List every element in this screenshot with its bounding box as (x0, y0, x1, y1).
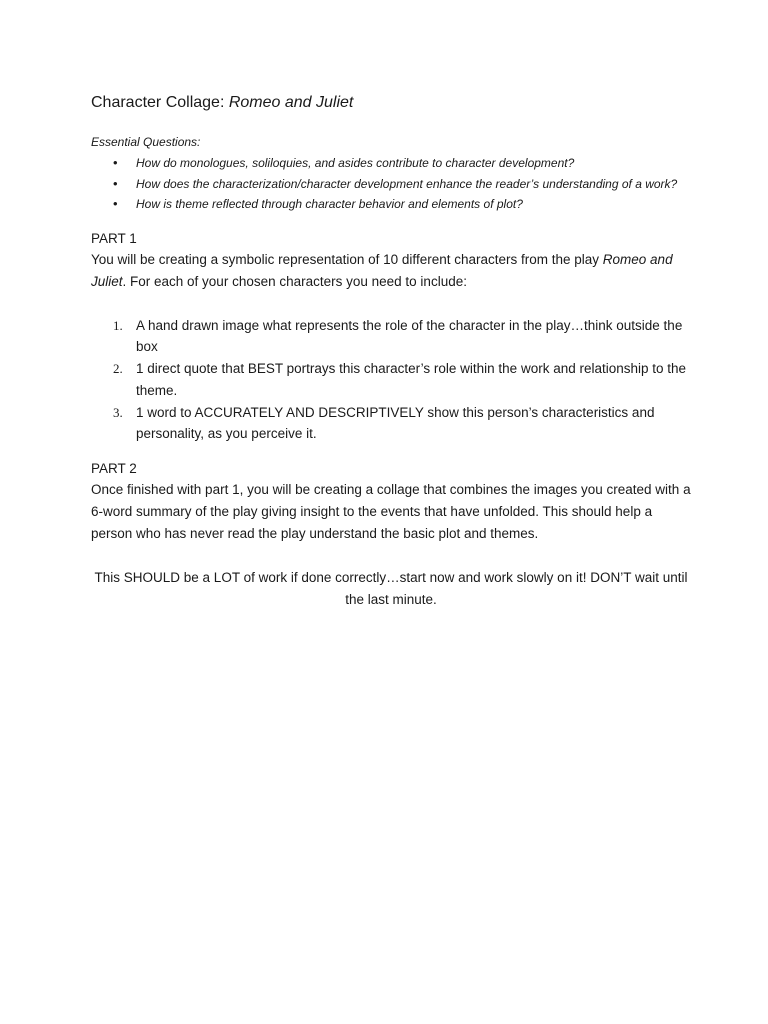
requirement-item (91, 402, 691, 446)
essential-question-item: • How is theme reflected through character behavior and elements of plot? (91, 194, 691, 215)
requirement-text: A hand drawn image what represents the role of the character in the play…think outside the box (136, 317, 683, 355)
part1-intro-before: You will be creating a symbolic representation of 10 different characters from the play (91, 251, 603, 267)
part1-heading: PART 1 (91, 230, 137, 246)
requirement-item (91, 358, 691, 402)
essential-question-item: • How do monologues, soliloquies, and asides contribute to character development? (91, 153, 691, 174)
requirement-item (91, 315, 691, 359)
document-content (91, 92, 691, 611)
document-title (91, 92, 691, 114)
requirement-text: 1 word to ACCURATELY AND DESCRIPTIVELY show this person’s characteristics and personality, as you perceive it. (136, 404, 655, 442)
part1-intro-after: . For each of your chosen characters you need to include: (122, 273, 467, 289)
spacer (91, 545, 691, 567)
title-work: Romeo and Juliet (228, 94, 354, 111)
requirement-text: 1 direct quote that BEST portrays this character’s role within the work and relationship to the theme. (136, 361, 687, 398)
essential-questions-list (91, 153, 691, 215)
part1-intro-work: Romeo and Juliet (91, 251, 673, 289)
title-prefix: Character Collage: (91, 94, 229, 111)
part1-intro (91, 249, 691, 293)
spacer (91, 215, 691, 228)
spacer (91, 445, 691, 458)
spacer (91, 293, 691, 315)
essential-questions-heading: Essential Questions: (91, 135, 201, 149)
essential-question-item: • How does the characterization/character development enhance the reader’s understanding of a work? (91, 174, 691, 195)
requirement-number: 2. (113, 361, 123, 377)
part1-requirements-list (91, 315, 691, 446)
requirement-number: 3. (113, 404, 123, 420)
part2-text: Once finished with part 1, you will be creating a collage that combines the images you created with a 6-word summary of the play giving insight to the events that have unfolded. This should help a person who has never read the play understand the basic plot and themes. (91, 482, 691, 542)
part2-heading: PART 2 (91, 461, 137, 477)
requirement-number: 1. (113, 317, 123, 333)
closing-note: This SHOULD be a LOT of work if done correctly…start now and work slowly on it! DON’T wait until the last minute. (94, 570, 688, 608)
